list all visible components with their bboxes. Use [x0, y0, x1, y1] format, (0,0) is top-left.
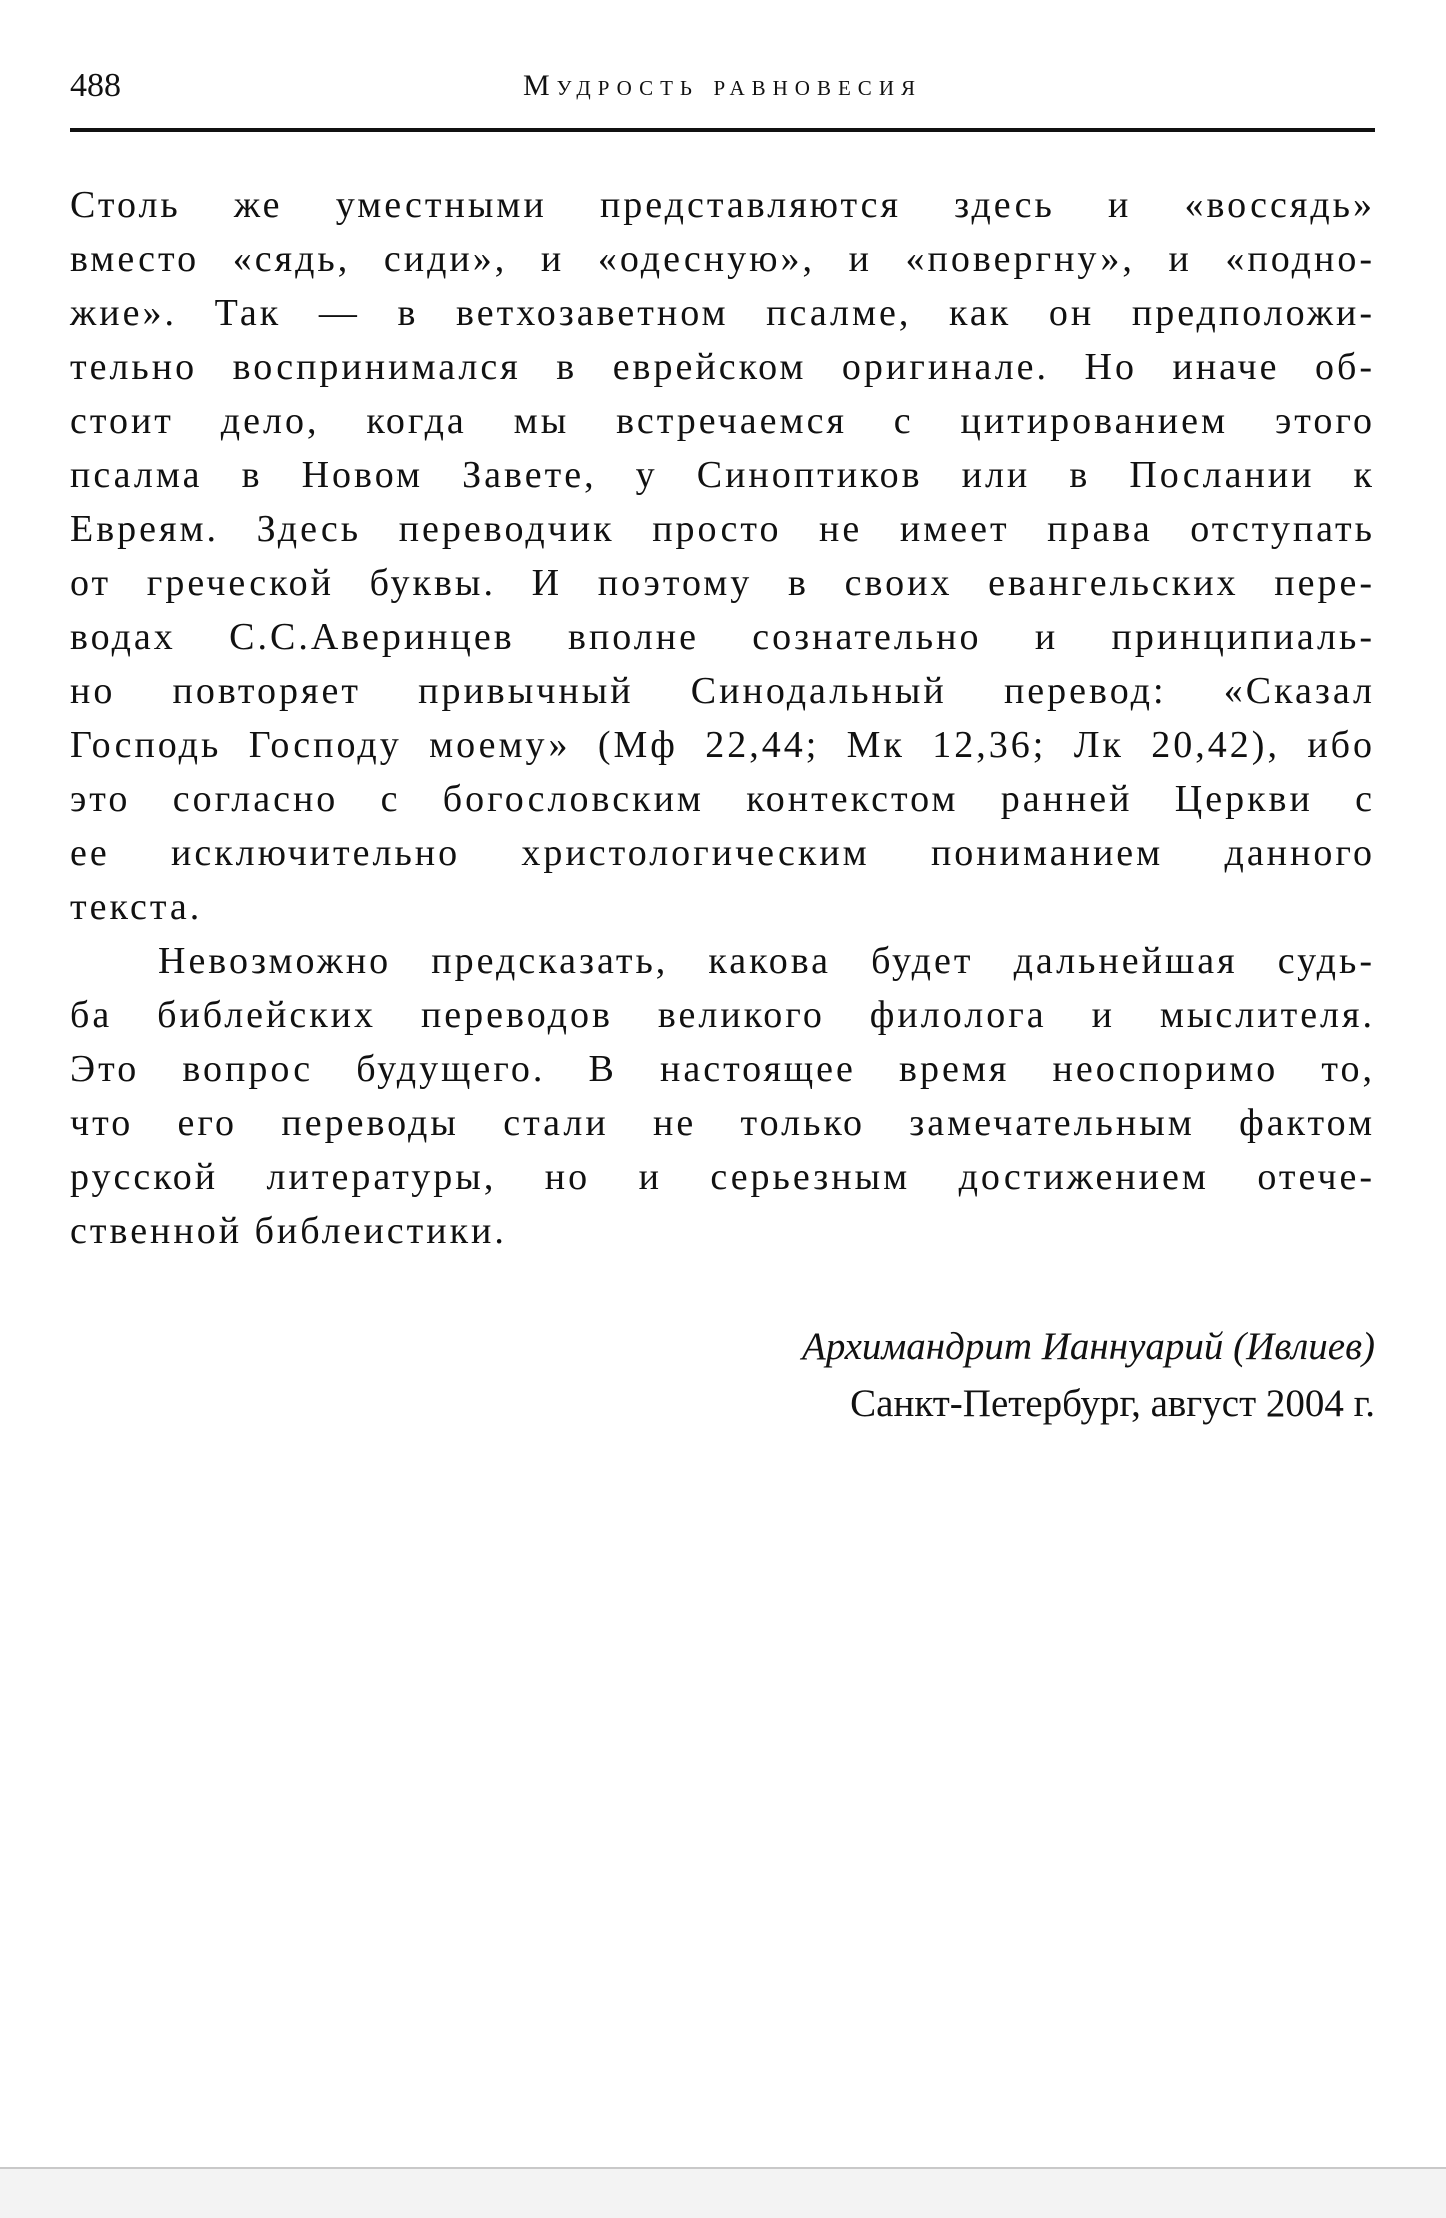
text-line: стоит дело, когда мы встречаемся с цитированием этого	[70, 400, 1375, 442]
text-line: Столь же уместными представляются здесь и «воссядь»	[70, 184, 1375, 226]
text-line: что его переводы стали не только замечательным фактом	[70, 1102, 1375, 1144]
text-line: ба библейских переводов великого филолога и мыслителя.	[70, 994, 1375, 1036]
text-line: Господь Господу моему» (Мф 22,44; Мк 12,36; Лк 20,42), ибо	[70, 724, 1375, 766]
running-head: Мудрость равновесия	[522, 69, 922, 102]
text-line: русской литературы, но и серьезным достижением отече-	[70, 1156, 1375, 1198]
page-header	[70, 62, 1375, 110]
text-line: тельно воспринимался в еврейском оригинале. Но иначе об-	[70, 346, 1375, 388]
text-line: Невозможно предсказать, какова будет дальнейшая судь-	[158, 940, 1375, 982]
page-number: 488	[70, 67, 121, 104]
text-line: но повторяет привычный Синодальный перевод: «Сказал	[70, 670, 1375, 712]
text-line: Это вопрос будущего. В настоящее время неоспоримо то,	[70, 1048, 1375, 1090]
text-line: от греческой буквы. И поэтому в своих евангельских пере-	[70, 562, 1375, 604]
place-date: Санкт-Петербург, август 2004 г.	[850, 1382, 1375, 1425]
text-line: псалма в Новом Завете, у Синоптиков или в Послании к	[70, 454, 1375, 496]
text-line: Евреям. Здесь переводчик просто не имеет права отступать	[70, 508, 1375, 550]
text-line: водах С.С.Аверинцев вполне сознательно и принципиаль-	[70, 616, 1375, 658]
signature-block	[802, 1318, 1375, 1432]
text-line: ее исключительно христологическим пониманием данного	[70, 832, 1375, 874]
text-line: вместо «сядь, сиди», и «одесную», и «повергну», и «подно-	[70, 238, 1375, 280]
author-signature: Архимандрит Ианнуарий (Ивлиев)	[802, 1325, 1375, 1368]
text-line: текста.	[70, 886, 203, 928]
text-line: это согласно с богословским контекстом ранней Церкви с	[70, 778, 1375, 820]
paragraph-1	[70, 178, 1375, 934]
text-line: жие». Так — в ветхозаветном псалме, как он предположи-	[70, 292, 1375, 334]
header-rule	[70, 128, 1375, 132]
paragraph-2	[70, 934, 1375, 1258]
body-text	[70, 178, 1375, 1258]
bottom-strip	[0, 2169, 1446, 2218]
text-line: ственной библеистики.	[70, 1210, 507, 1252]
